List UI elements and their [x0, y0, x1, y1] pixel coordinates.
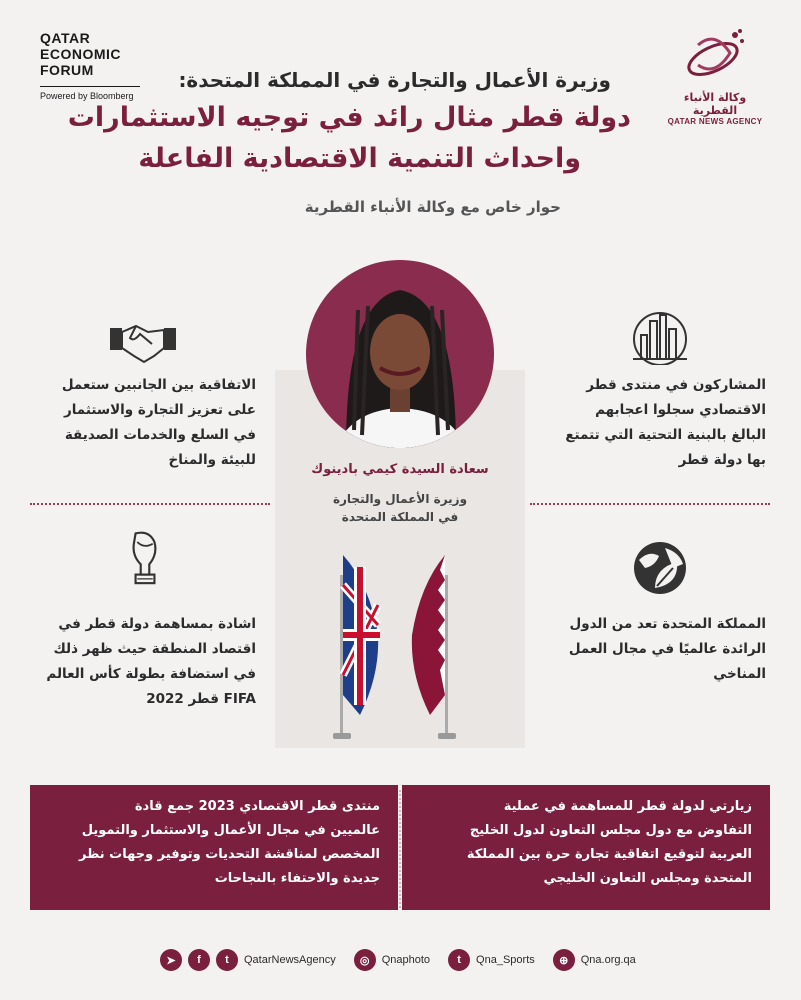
block-bottom-right-line: الرائدة عالميًا في مجال العمل	[568, 641, 766, 657]
qef-line-1: QATAR	[40, 30, 91, 46]
qatar-flag-pole	[445, 575, 448, 735]
twitter-icon[interactable]: t	[216, 949, 238, 971]
quote-box-right	[402, 785, 770, 910]
block-top-right-line: الاقتصادي سجلوا اعجابهم	[595, 402, 766, 418]
quote-box-right-line: العربية لتوقيع اتفاقية تجارة حرة بين المملكة	[466, 847, 752, 862]
twitter-icon[interactable]: t	[448, 949, 470, 971]
portrait	[306, 260, 494, 448]
website-link[interactable]: Qna.org.qa	[580, 954, 636, 966]
block-top-left-line: للبيئة والمناخ	[168, 452, 256, 468]
handshake-icon	[108, 310, 178, 370]
person-name: سعادة السيدة كيمي بادينوك	[311, 462, 489, 477]
qef-separator	[40, 86, 140, 87]
block-bottom-left-line: FIFA قطر 2022	[146, 691, 256, 707]
block-bottom-left-text	[26, 612, 256, 712]
headline-subtitle: وزيرة الأعمال والتجارة في المملكة المتحدة:	[178, 68, 611, 92]
person-role	[275, 490, 525, 526]
qef-line-3: FORUM	[40, 62, 94, 78]
headline-line-2: واحداث التنمية الاقتصادية الفاعلة	[138, 143, 581, 174]
qef-line-2: ECONOMIC	[40, 46, 121, 62]
facebook-icon[interactable]: f	[188, 949, 210, 971]
quote-box-left-line: عالميين في مجال الأعمال والاستثمار والتمويل	[81, 823, 380, 838]
divider-left	[30, 503, 270, 505]
qna-english-name: QATAR NEWS AGENCY	[667, 117, 763, 126]
block-top-right-line: بها دولة قطر	[678, 452, 766, 468]
quote-box-left-line: المخصص لمناقشة التحديات وتوفير وجهات نظر	[79, 847, 380, 862]
person-role-line-2: في المملكة المتحدة	[341, 510, 459, 524]
qna-arabic-name: وكالة الأنباء القطرية	[683, 91, 747, 117]
block-bottom-left-line: اقتصاد المنطقة حيث ظهر ذلك	[53, 641, 256, 657]
person-role-line-1: وزيرة الأعمال والتجارة	[332, 492, 468, 506]
trophy-icon	[110, 530, 180, 590]
telegram-icon[interactable]: ➤	[160, 949, 182, 971]
block-top-left-line: في السلع والخدمات الصديقة	[64, 427, 256, 443]
qef-powered-by: Powered by Bloomberg	[40, 91, 134, 101]
block-top-right-text	[531, 373, 766, 473]
block-bottom-left-line: اشادة بمساهمة دولة قطر في	[58, 616, 256, 632]
uk-flag-icon	[343, 555, 380, 715]
globe-leaf-icon	[625, 538, 695, 598]
block-top-right-line: البالغ بالبنية التحتية التي تتمتع	[565, 427, 766, 443]
handle-sports[interactable]: Qna_Sports	[476, 954, 535, 966]
quote-box-divider	[399, 790, 401, 908]
city-skyline-icon	[625, 305, 695, 365]
divider-right	[530, 503, 770, 505]
instagram-icon[interactable]: ◎	[354, 949, 376, 971]
person-portrait-icon	[306, 260, 494, 448]
quote-box-right-line: التفاوض مع دول مجلس التعاون لدول الخليج	[469, 823, 752, 838]
quote-box-left	[30, 785, 398, 910]
block-top-left-text	[26, 373, 256, 473]
qatar-flag-icon	[412, 555, 445, 715]
flags-illustration	[300, 545, 490, 745]
quote-box-right-line: المتحدة ومجلس التعاون الخليجي	[543, 871, 752, 886]
handle-photo[interactable]: Qnaphoto	[381, 954, 431, 966]
qna-logo	[660, 25, 770, 126]
block-top-right-line: المشاركون في منتدى قطر	[586, 377, 766, 393]
uk-flag-pole	[340, 575, 343, 735]
interview-label: حوار خاص مع وكالة الأنباء القطرية	[304, 198, 561, 216]
block-bottom-right-line: المملكة المتحدة تعد من الدول	[569, 616, 766, 632]
handle-main[interactable]: QatarNewsAgency	[244, 954, 336, 966]
qna-emblem-icon	[680, 25, 750, 85]
block-bottom-left-line: في استضافة بطولة كأس العالم	[46, 666, 256, 682]
quote-box-left-line: منتدى قطر الاقتصادي 2023 جمع قادة	[134, 799, 380, 814]
block-bottom-right-text	[531, 612, 766, 687]
block-top-left-line: على تعزيز التجارة والاستثمار	[63, 402, 256, 418]
social-footer	[160, 945, 648, 975]
quote-box-left-line: جديدة والاحتفاء بالنجاحات	[214, 871, 380, 886]
qatar-economic-forum-logo	[40, 30, 160, 101]
headline-line-1: دولة قطر مثال رائد في توجيه الاستثمارات	[67, 102, 631, 133]
block-top-left-line: الاتفاقية بين الجانبين ستعمل	[61, 377, 256, 393]
block-bottom-right-line: المناخي	[713, 666, 766, 682]
quote-box-right-line: زيارتي لدولة قطر للمساهمة في عملية	[503, 799, 752, 814]
globe-icon[interactable]: ⊕	[553, 949, 575, 971]
